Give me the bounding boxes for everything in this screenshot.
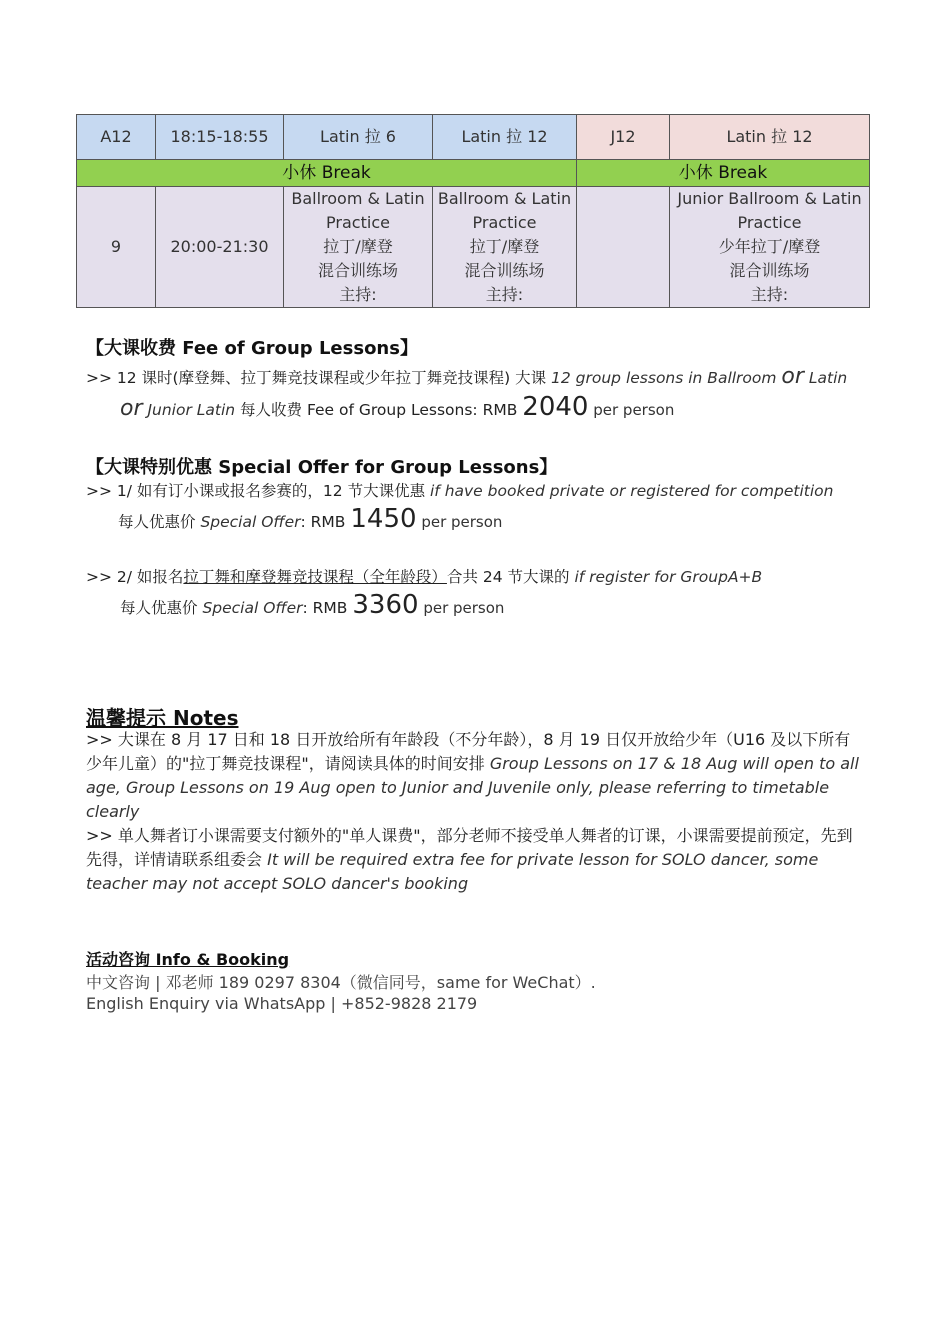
note-italic: Group Lessons on 17 & 18 Aug will open to all age, Group Lessons on 19 Aug open to Junior and Juvenile only, please referring to timetable clearly — [86, 754, 859, 821]
break-cell-right: 小休 Break — [577, 160, 870, 187]
offer-text: >> 2/ 如报名 — [86, 568, 184, 586]
cell-line: Practice — [472, 213, 537, 232]
offer-per: per person — [416, 513, 503, 531]
note-2 — [86, 824, 866, 896]
cell-line: 少年拉丁/摩登 — [718, 237, 821, 256]
fee-or: or — [120, 396, 143, 421]
fee-price: 2040 — [522, 392, 589, 422]
cell-line: Ballroom & Latin — [437, 189, 572, 208]
offer-text: >> 1/ 如有订小课或报名参赛的，12 节大课优惠 — [86, 482, 430, 500]
break-cell-left: 小休 Break — [77, 160, 577, 187]
cell-line: 主持: — [339, 285, 377, 304]
cell-line: 拉丁/摩登 — [469, 237, 540, 256]
cell-line: 混合训练场 — [464, 261, 545, 280]
note-text: >> 单人舞者订小课需要支付额外的"单人课费"，部分老师不接受单人舞者的订课，小课需要提前预定，先到先得，详情请联系组委会 — [86, 826, 853, 869]
table-cell-empty — [577, 187, 670, 308]
practice-cell — [433, 187, 577, 308]
cell-line: Ballroom & Latin — [291, 189, 425, 208]
note-1 — [86, 728, 866, 824]
notes-title: 温馨提示 Notes — [86, 706, 239, 730]
offer-per: per person — [418, 599, 505, 617]
schedule-table — [76, 114, 870, 308]
fee-italic: 12 group lessons in Ballroom — [551, 369, 782, 387]
offer-1-line — [86, 479, 833, 501]
fee-text: >> 12 课时(摩登舞、拉丁舞竞技课程或少年拉丁舞竞技课程) 大课 — [86, 369, 552, 387]
offer-label-italic: Special Offer — [200, 513, 301, 531]
fee-italic: Junior Latin — [142, 401, 236, 419]
table-cell: J12 — [577, 115, 670, 160]
table-cell: 9 — [77, 187, 156, 308]
practice-cell — [284, 187, 433, 308]
fee-per: per person — [588, 401, 675, 419]
table-row — [77, 115, 870, 160]
offer-price: 1450 — [350, 504, 417, 534]
cell-line: Junior Ballroom & Latin — [677, 189, 862, 208]
note-text: >> 大课在 8 月 17 日和 18 日开放给所有年龄段（不分年龄），8 月 19 日仅开放给少年（U16 及以下所有少年儿童）的"拉丁舞竞技课程"，请阅读具体的时间安排 — [86, 730, 851, 773]
offer-text: 合共 24 节大课的 — [446, 568, 575, 586]
offer-label-italic: Special Offer — [202, 599, 303, 617]
offer-underline: 拉丁舞和摩登舞竞技课程（全年龄段） — [183, 568, 447, 586]
fee-line-2 — [120, 392, 674, 422]
practice-cell — [670, 187, 870, 308]
break-row — [77, 160, 870, 187]
offer-1-price-line — [118, 504, 502, 534]
booking-title: 活动咨询 Info & Booking — [86, 950, 290, 969]
fee-text: 每人收费 Fee of Group Lessons: RMB — [235, 401, 523, 419]
offer-2-line — [86, 565, 762, 587]
offer-heading: 【大课特别优惠 Special Offer for Group Lessons】 — [86, 457, 558, 478]
offer-italic: if have booked private or registered for competition — [430, 482, 834, 500]
fee-line-1 — [86, 364, 847, 389]
cell-line: 主持: — [750, 285, 789, 304]
fee-italic: Latin — [803, 369, 848, 387]
cell-line: 混合训练场 — [729, 261, 810, 280]
cell-line: 混合训练场 — [317, 261, 398, 280]
offer-rmb: : RMB — [300, 513, 351, 531]
contact-chinese: 中文咨询 | 邓老师 189 0297 8304（微信同号，same for WeChat）. — [86, 973, 596, 992]
table-cell: A12 — [77, 115, 156, 160]
table-row — [77, 187, 870, 308]
table-cell: Latin 拉 12 — [670, 115, 870, 160]
offer-rmb: : RMB — [302, 599, 353, 617]
table-cell: 20:00-21:30 — [156, 187, 284, 308]
contact-english: English Enquiry via WhatsApp | +852-9828 2179 — [86, 994, 478, 1013]
cell-line: Practice — [326, 213, 390, 232]
offer-price: 3360 — [352, 590, 419, 620]
cell-line: Practice — [737, 213, 802, 232]
fee-heading: 【大课收费 Fee of Group Lessons】 — [86, 338, 418, 359]
offer-label: 每人优惠价 — [118, 513, 201, 531]
table-cell: Latin 拉 12 — [433, 115, 577, 160]
table-cell: Latin 拉 6 — [284, 115, 433, 160]
offer-2-price-line — [120, 590, 504, 620]
cell-line: 拉丁/摩登 — [323, 237, 393, 256]
offer-label: 每人优惠价 — [120, 599, 203, 617]
fee-or: or — [781, 364, 804, 389]
cell-line: 主持: — [485, 285, 524, 304]
offer-italic: if register for GroupA+B — [574, 568, 763, 586]
table-cell: 18:15-18:55 — [156, 115, 284, 160]
note-italic: It will be required extra fee for private lesson for SOLO dancer, some teacher may not accept SOLO dancer's booking — [86, 850, 819, 893]
